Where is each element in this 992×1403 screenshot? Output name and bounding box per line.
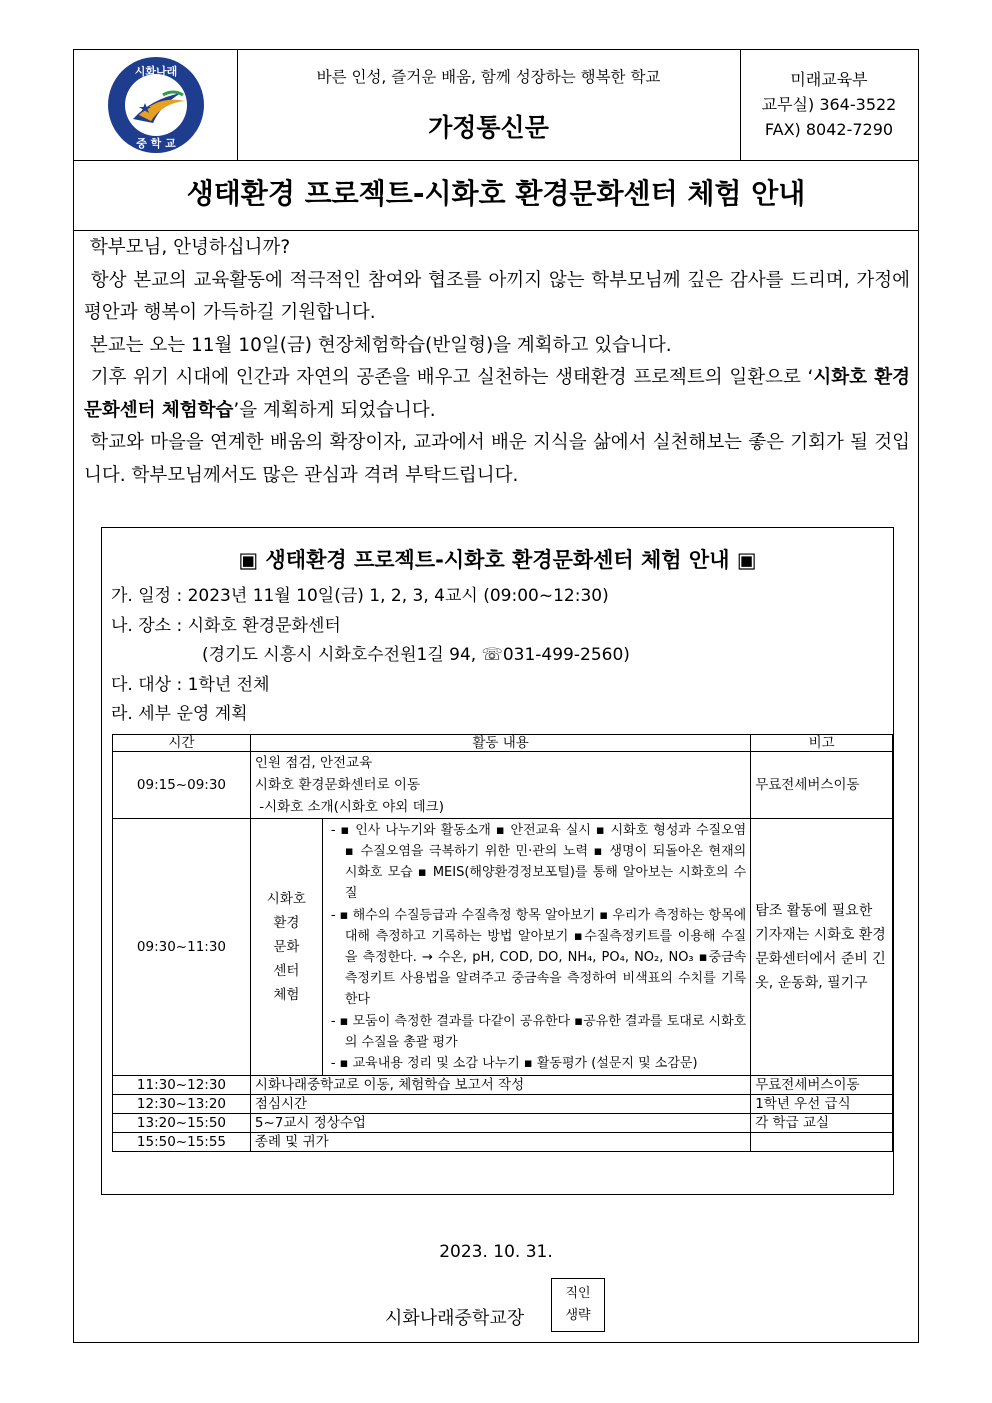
row-note: 탐조 활동에 필요한 기자재는 시화호 환경문화센터에서 준비 긴옷, 운동화, 필기구 [751, 819, 893, 1076]
seal-line-1: 직인 [565, 1286, 591, 1301]
header-activity: 활동 내용 [250, 735, 750, 752]
table-header-row [113, 735, 893, 752]
fax-number: FAX) 8042-7290 [764, 120, 894, 139]
row-line: -시화호 소개(시화호 야외 데크) [254, 799, 444, 815]
row-time: 13:20~15:50 [113, 1114, 251, 1133]
row-note: 무료전세버스이동 [751, 1076, 893, 1095]
row-time: 11:30~12:30 [113, 1076, 251, 1095]
header-note: 비고 [751, 735, 893, 752]
row-content: 점심시간 [250, 1095, 750, 1114]
svg-text:시화나래: 시화나래 [134, 65, 178, 78]
header-time: 시간 [113, 735, 251, 752]
info-box [101, 527, 894, 1195]
address-line: (경기도 시흥시 시화호수전원1길 94, ☏031-499-2560) [202, 645, 630, 665]
logo-cell [74, 50, 238, 160]
intro-text [84, 232, 910, 492]
row-note: 각 학급 교실 [751, 1114, 893, 1133]
newsletter-title: 가정통신문 [428, 113, 549, 142]
activity-item: - ▪ 모둠이 측정한 결과를 다같이 공유한다 ▪공유한 결과를 토대로 시화호의 수질을 총괄 평가 [330, 1013, 747, 1050]
intro-paragraph-3: 기후 위기 시대에 인간과 자연의 공존을 배우고 실천하는 생태환경 프로젝트의 일환으로 ‘시화호 환경문화센터 체험학습’을 계획하게 되었습니다. [84, 367, 911, 421]
department: 미래교육부 [790, 70, 868, 89]
table-row [113, 1114, 893, 1133]
table-row [113, 1095, 893, 1114]
table-row [113, 1133, 893, 1152]
intro-paragraph-1: 항상 본교의 교육활동에 적극적인 참여와 협조를 아끼지 않는 학부모님께 깊은 감사를 드리며, 가정에 평안과 행복이 가득하길 기원합니다. [84, 269, 910, 323]
table-row [113, 1076, 893, 1095]
schedule-table [112, 734, 893, 1152]
activity-item: - ▪ 교육내용 정리 및 소감 나누기 ▪ 활동평가 (설문지 및 소감문) [330, 1056, 698, 1072]
row-content: 시화나래중학교로 이동, 체험학습 보고서 작성 [250, 1076, 750, 1095]
row-note [751, 1133, 893, 1152]
school-motto: 바른 인성, 즐거운 배움, 함께 성장하는 행복한 학교 [316, 68, 661, 86]
activity-item: - ▪ 해수의 수질등급과 수질측정 항목 알아보기 ▪ 우리가 측정하는 항목에 대해 측정하고 기록하는 방법 알아보기 ▪수질측정키트를 이용해 수질을 측정한다. → 수온, pH, COD, DO, NH₄, PO₄, NO₂, NO₃ ▪중금속 측정키트 사용법을 알려주고 중금속을 측정하여 비색표의 수치를 기록한다 [330, 907, 747, 1008]
row-note: 무료전세버스이동 [751, 752, 893, 819]
school-logo-icon [101, 55, 211, 155]
target-line: 다. 대상 : 1학년 전체 [111, 674, 270, 695]
document-frame [73, 49, 919, 1343]
signer: 시화나래중학교장 [385, 1308, 525, 1329]
letter-header [74, 50, 918, 161]
info-list [111, 582, 630, 730]
row-time: 09:30~11:30 [113, 819, 251, 1076]
official-seal-box [551, 1278, 605, 1332]
contact-info [740, 50, 918, 160]
intro-paragraph-2: 본교는 오는 11월 10일(금) 현장체험학습(반일형)을 계획하고 있습니다. [89, 334, 672, 356]
row-content [250, 752, 750, 819]
row-activity-detail [322, 819, 750, 1076]
header-center [237, 50, 741, 160]
label-line: 센터 [273, 963, 300, 979]
row-note: 1학년 우선 급식 [751, 1095, 893, 1114]
place-line: 나. 장소 : 시화호 환경문화센터 [111, 615, 341, 636]
info-box-title: ▣ 생태환경 프로젝트-시화호 환경문화센터 체험 안내 ▣ [238, 548, 757, 572]
row-label [250, 819, 322, 1076]
document-title: 생태환경 프로젝트-시화호 환경문화센터 체험 안내 [74, 160, 918, 231]
label-line: 체험 [273, 987, 300, 1003]
row-content: 5~7교시 정상수업 [250, 1114, 750, 1133]
office-phone: 교무실) 364-3522 [761, 95, 897, 114]
plan-line: 라. 세부 운영 계획 [111, 704, 248, 724]
table-row [113, 819, 893, 1076]
row-time: 15:50~15:55 [113, 1133, 251, 1152]
schedule-line: 가. 일정 : 2023년 11월 10일(금) 1, 2, 3, 4교시 (09:00~12:30) [111, 586, 609, 606]
row-line: 시화호 환경문화센터로 이동 [254, 777, 420, 793]
intro-paragraph-4: 학교와 마을을 연계한 배움의 확장이자, 교과에서 배운 지식을 삶에서 실천해보는 좋은 기회가 될 것입니다. 학부모님께서도 많은 관심과 격려 부탁드립니다. [84, 432, 910, 486]
seal-line-2: 생략 [565, 1308, 591, 1323]
greeting: 학부모님, 안녕하십니까? [89, 237, 291, 258]
row-content: 종례 및 귀가 [250, 1133, 750, 1152]
svg-text:중 학 교: 중 학 교 [136, 137, 176, 150]
activity-item: - ▪ 인사 나누기와 활동소개 ▪ 안전교육 실시 ▪ 시화호 형성과 수질오염 ▪ 수질오염을 극복하기 위한 민·관의 노력 ▪ 생명이 되돌아온 현재의 시화호 모습 ▪ MEIS(해양환경정보포털)를 통해 알아보는 시화호의 수질 [330, 822, 747, 902]
table-row [113, 752, 893, 819]
label-line: 환경 [273, 915, 300, 931]
row-time: 12:30~13:20 [113, 1095, 251, 1114]
issue-date: 2023. 10. 31. [439, 1242, 553, 1262]
row-time: 09:15~09:30 [113, 752, 251, 819]
row-line: 인원 점검, 안전교육 [254, 755, 373, 771]
label-line: 시화호 [266, 891, 306, 907]
label-line: 문화 [273, 939, 300, 955]
